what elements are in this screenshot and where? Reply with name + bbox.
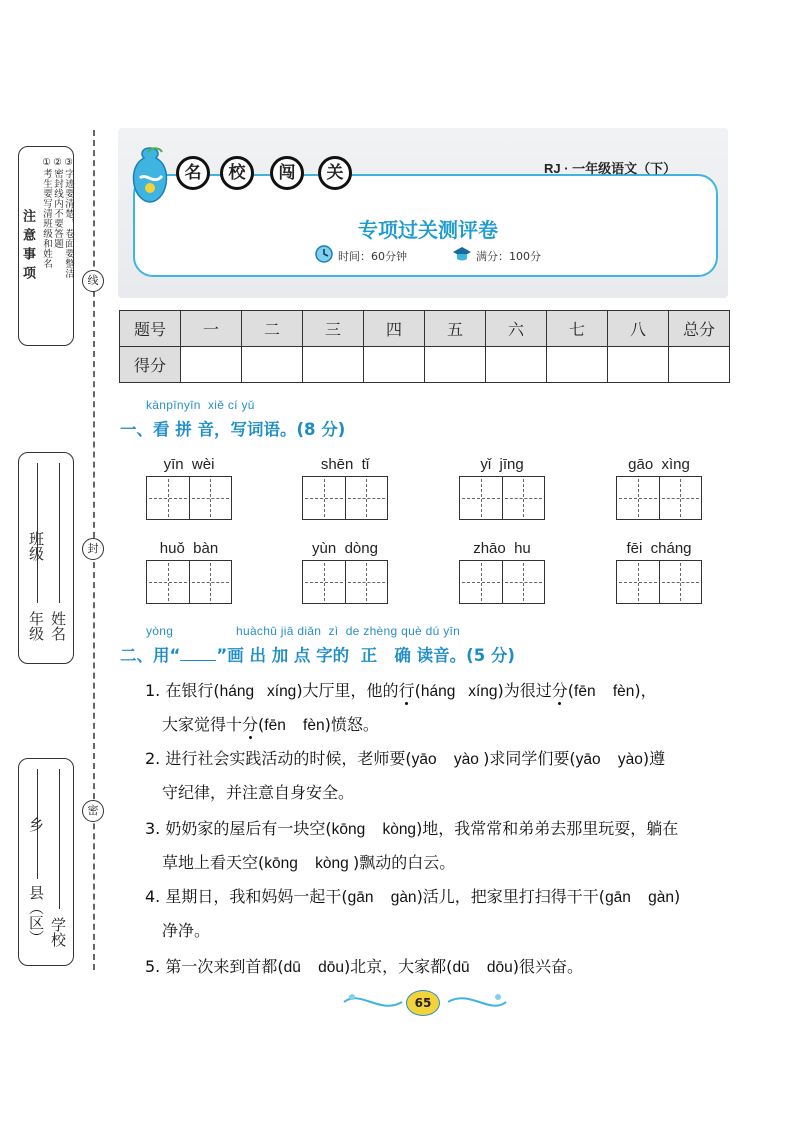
seal-mark-xian: 线 bbox=[82, 270, 104, 292]
score-cell[interactable] bbox=[669, 347, 730, 383]
question-2-line-2: 守纪律，并注意自身安全。 bbox=[162, 783, 355, 802]
question-1-line-2: 大家觉得十分(fēn fèn)愤怒。 bbox=[162, 715, 379, 734]
student-info-box bbox=[18, 452, 74, 664]
score-cell[interactable] bbox=[547, 347, 608, 383]
section1-title: 一、看 拼 音，写词语。(8 分) bbox=[120, 420, 346, 439]
name-label: 姓名 bbox=[49, 611, 67, 641]
score-cell[interactable] bbox=[364, 347, 425, 383]
school-label: 学校 bbox=[49, 917, 67, 947]
underline-sample bbox=[180, 646, 216, 661]
table-header-cell: 总分 bbox=[669, 311, 730, 347]
table-header-cell: 三 bbox=[303, 311, 364, 347]
score-cell[interactable] bbox=[608, 347, 669, 383]
score-cell[interactable] bbox=[425, 347, 486, 383]
writing-grid-7[interactable] bbox=[459, 560, 545, 604]
notice-heading: 注意事项 bbox=[20, 209, 35, 285]
question-2: 2. 进行社会实践活动的时候，老师要(yāo yào )求同学们要(yāo yào)遵 bbox=[145, 749, 666, 768]
exam-time: 时间：60分钟 bbox=[338, 250, 407, 263]
table-header-cell: 七 bbox=[547, 311, 608, 347]
table-header-cell: 四 bbox=[364, 311, 425, 347]
question-4: 4. 星期日，我和妈妈一起干(gān gàn)活儿，把家里打扫得干干(gān gàn) bbox=[145, 887, 681, 906]
brand-char-1: 名 bbox=[176, 156, 210, 190]
word-pinyin-4: gāo xìng bbox=[628, 456, 690, 473]
seal-mark-feng: 封 bbox=[82, 538, 104, 560]
paper-title: 专项过关测评卷 bbox=[358, 218, 498, 242]
score-row bbox=[120, 347, 730, 383]
word-pinyin-2: shēn tǐ bbox=[320, 456, 370, 473]
score-row-label: 得分 bbox=[120, 347, 181, 383]
township-label: 乡 bbox=[27, 817, 45, 832]
table-header-cell: 八 bbox=[608, 311, 669, 347]
notice-line-2: ②密封线内不要答题 bbox=[52, 157, 63, 249]
clock-icon bbox=[314, 244, 334, 264]
county-label: 县（区） bbox=[27, 885, 45, 945]
full-score: 满分：100分 bbox=[476, 250, 541, 263]
name-field[interactable] bbox=[59, 463, 60, 603]
section2-pinyin-a: yòng bbox=[146, 624, 174, 638]
class-label: 班级 bbox=[27, 531, 45, 561]
word-pinyin-5: huǒ bàn bbox=[159, 540, 219, 557]
brand-char-2: 校 bbox=[220, 156, 254, 190]
word-pinyin-6: yùn dòng bbox=[312, 540, 378, 557]
writing-grid-8[interactable] bbox=[616, 560, 702, 604]
table-header-cell: 五 bbox=[425, 311, 486, 347]
school-field[interactable] bbox=[59, 769, 60, 909]
grade-label: 年级 bbox=[27, 611, 45, 641]
writing-grid-1[interactable] bbox=[146, 476, 232, 520]
notice-line-1: ①考生要写清班级和姓名 bbox=[41, 157, 52, 269]
score-cell[interactable] bbox=[181, 347, 242, 383]
vase-logo-icon bbox=[128, 146, 172, 204]
score-cell[interactable] bbox=[242, 347, 303, 383]
brand-char-3: 闯 bbox=[270, 156, 304, 190]
score-table bbox=[119, 310, 730, 383]
word-pinyin-8: fēi cháng bbox=[626, 540, 692, 557]
table-header-cell: 一 bbox=[181, 311, 242, 347]
writing-grid-3[interactable] bbox=[459, 476, 545, 520]
section2-pinyin-b: huàchū jiā diǎn zì de zhèng què dú yīn bbox=[236, 624, 461, 638]
school-info-box bbox=[18, 758, 74, 966]
word-pinyin-3: yǐ jīng bbox=[480, 456, 524, 473]
table-header-cell: 二 bbox=[242, 311, 303, 347]
word-pinyin-1: yīn wèi bbox=[163, 456, 215, 473]
table-header-cell: 六 bbox=[486, 311, 547, 347]
writing-grid-5[interactable] bbox=[146, 560, 232, 604]
question-3-line-2: 草地上看天空(kōng kòng )飘动的白云。 bbox=[162, 853, 456, 872]
writing-grid-4[interactable] bbox=[616, 476, 702, 520]
score-cell[interactable] bbox=[486, 347, 547, 383]
seal-mark-mi: 密 bbox=[82, 800, 104, 822]
writing-grid-6[interactable] bbox=[302, 560, 388, 604]
page-number: 65 bbox=[406, 990, 440, 1016]
notice-line-3: ③字迹要清楚，卷面要整洁 bbox=[63, 157, 74, 279]
table-header-cell: 题号 bbox=[120, 311, 181, 347]
question-1: 1. 在银行(háng xíng)大厅里，他的行(háng xíng)为很过分(fēn fèn)， bbox=[145, 681, 657, 700]
question-3: 3. 奶奶家的屋后有一块空(kōng kòng)地，我常常和弟弟去那里玩耍，躺在 bbox=[145, 819, 679, 838]
graduation-cap-icon bbox=[452, 244, 472, 264]
series-label: RJ · 一年级语文（下） bbox=[544, 161, 677, 176]
section1-pinyin: kànpīnyīn xiě cí yǔ bbox=[146, 398, 255, 412]
section2-title: 二、用“ ”画 出 加 点 字的 正 确 读音。(5 分) bbox=[120, 646, 515, 665]
question-5: 5. 第一次来到首都(dū dōu)北京，大家都(dū dōu)很兴奋。 bbox=[145, 957, 584, 976]
word-pinyin-7: zhāo hu bbox=[473, 540, 531, 557]
question-4-line-2: 净净。 bbox=[162, 921, 211, 940]
notice-box bbox=[18, 146, 74, 346]
writing-grid-2[interactable] bbox=[302, 476, 388, 520]
brand-char-4: 关 bbox=[318, 156, 352, 190]
score-cell[interactable] bbox=[303, 347, 364, 383]
question-number-row bbox=[120, 311, 730, 347]
